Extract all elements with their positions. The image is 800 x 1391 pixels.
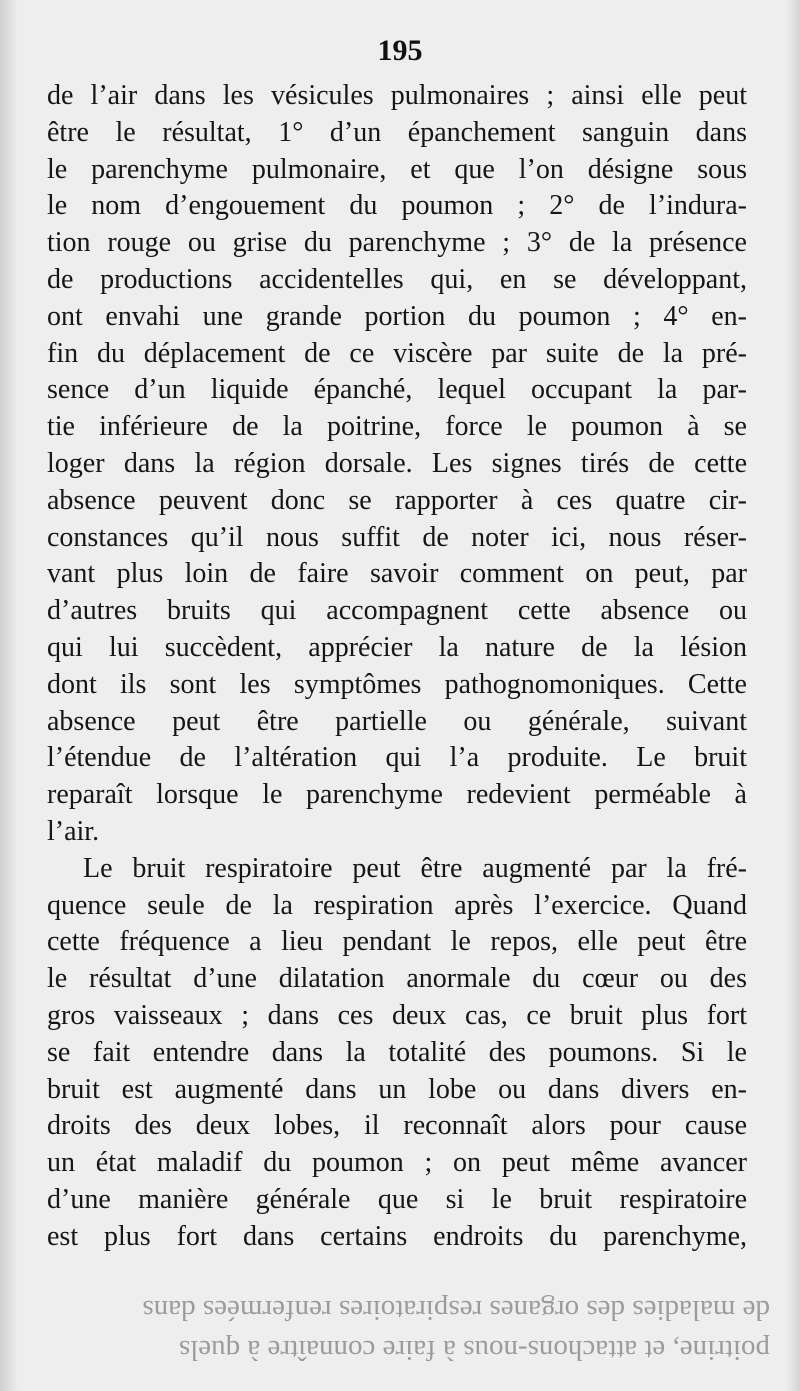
text-line: cette fréquence a lieu pendant le repos, elle peut être — [47, 926, 747, 958]
body-text — [47, 78, 747, 1256]
text-line: qui lui succèdent, apprécier la nature de la lésion — [47, 631, 747, 663]
text-line: d’autres bruits qui accompagnent cette absence ou — [47, 595, 747, 627]
text-line: le parenchyme pulmonaire, et que l’on désigne sous — [47, 153, 747, 185]
text-line: quence seule de la respiration après l’exercice. Quand — [47, 889, 747, 921]
text-line: se fait entendre dans la totalité des poumons. Si le — [47, 1036, 747, 1068]
text-line: constances qu’il nous suffit de noter ici, nous réser- — [47, 521, 747, 553]
text-line: l’étendue de l’altération qui l’a produite. Le bruit — [47, 742, 747, 774]
text-line: bruit est augmenté dans un lobe ou dans divers en- — [47, 1073, 747, 1105]
bleed-line: de maladies des organes respiratoires renfermées dans — [142, 1294, 770, 1326]
text-line: droits des deux lobes, il reconnaît alors pour cause — [47, 1110, 747, 1142]
text-line: absence peut être partielle ou générale, suivant — [47, 705, 747, 737]
reverse-side-bleed-text — [30, 1290, 770, 1370]
text-line: être le résultat, 1° d’un épanchement sanguin dans — [47, 116, 747, 148]
text-line: gros vaisseaux ; dans ces deux cas, ce bruit plus fort — [47, 999, 747, 1031]
text-line-paragraph-end: l’air. — [47, 815, 100, 847]
text-line: absence peuvent donc se rapporter à ces quatre cir- — [47, 484, 747, 516]
text-line: fin du déplacement de ce viscère par suite de la pré- — [47, 337, 747, 369]
text-line: est plus fort dans certains endroits du parenchyme, — [47, 1220, 747, 1252]
text-line: ont envahi une grande portion du poumon ; 4° en- — [47, 300, 747, 332]
page-number: 195 — [377, 34, 423, 67]
page-edge-shadow-left — [0, 0, 18, 1391]
text-line: le résultat d’une dilatation anormale du cœur ou des — [47, 963, 747, 995]
text-line: sence d’un liquide épanché, lequel occupant la par- — [47, 374, 747, 406]
text-line: loger dans la région dorsale. Les signes tirés de cette — [47, 447, 747, 479]
text-line: un état maladif du poumon ; on peut même avancer — [47, 1147, 747, 1179]
bleed-line: poitrine, et attachons-nous à faire connaître à quels — [178, 1334, 770, 1366]
text-line-paragraph-start: Le bruit respiratoire peut être augmenté par la fré- — [83, 852, 747, 884]
text-line: de productions accidentelles qui, en se développant, — [47, 263, 747, 295]
text-line: vant plus loin de faire savoir comment on peut, par — [47, 558, 747, 590]
text-line: de l’air dans les vésicules pulmonaires ; ainsi elle peut — [47, 80, 747, 111]
page-edge-shadow-right — [786, 0, 800, 1391]
text-line: le nom d’engouement du poumon ; 2° de l’indura- — [47, 190, 747, 222]
text-line: tie inférieure de la poitrine, force le poumon à se — [47, 411, 747, 443]
text-line: tion rouge ou grise du parenchyme ; 3° de la présence — [47, 227, 747, 259]
text-line: reparaît lorsque le parenchyme redevient perméable à — [47, 779, 747, 811]
text-line: dont ils sont les symptômes pathognomoniques. Cette — [47, 668, 747, 700]
text-line: d’une manière générale que si le bruit respiratoire — [47, 1183, 747, 1215]
